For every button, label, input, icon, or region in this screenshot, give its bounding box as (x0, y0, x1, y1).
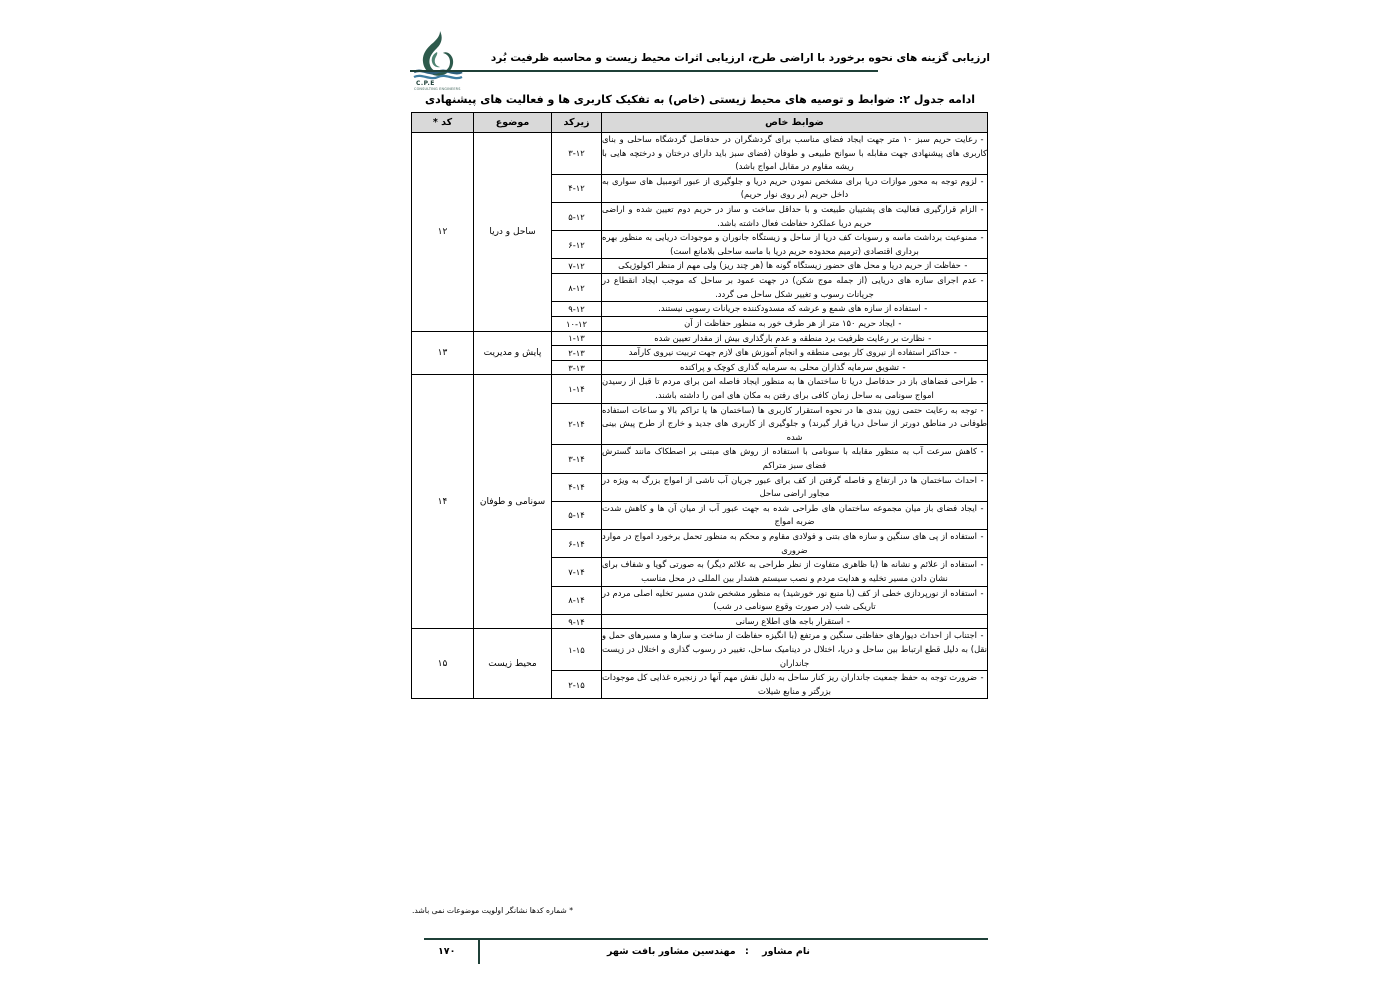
dash-bullet: - (980, 531, 984, 542)
logo-caption: C.P.E (416, 80, 435, 87)
subcode-cell: ۸-۱۲ (552, 274, 602, 302)
rule-text: لزوم توجه به محور موازات دریا برای مشخص نمودن حریم دریا و جلوگیری از عبور اتومبیل های سواری به داخل حریم (بر روی نوار حریم) (602, 175, 977, 200)
header-divider (410, 70, 878, 72)
table-row (412, 133, 988, 175)
rule-text: استفاده از علائم و نشانه ها (با ظاهری متفاوت از نظر طراحی به علائم دیگر) به صورتی گویا و شفاف برای نشان دادن مسیر تخلیه و هدایت مردم و نصب سیستم هشدار بین المللی در محل مناسب (602, 559, 977, 583)
rule-cell (602, 501, 988, 529)
rule-text: نظارت بر رعایت ظرفیت برد منطقه و عدم بارگذاری بیش از مقدار تعیین شده (654, 332, 925, 343)
rule-cell (602, 445, 988, 473)
subcode-cell: ۲-۱۴ (552, 403, 602, 445)
rule-cell (602, 586, 988, 614)
table-header-row (412, 113, 988, 133)
environmental-guidelines-table (411, 112, 988, 699)
table-caption: ادامه جدول ۲: ضوابط و توصیه های محیط زیستی (خاص) به تفکیک کاربری ها و فعالیت های پیشنهادی (424, 93, 976, 106)
subcode-cell: ۹-۱۲ (552, 302, 602, 317)
code-cell: ۱۲ (412, 133, 474, 332)
dash-bullet: - (964, 260, 968, 271)
subcode-cell: ۹-۱۴ (552, 614, 602, 629)
rule-text: استفاده از نورپردازی خطی از کف (با منبع نور خورشید) به منظور مشخص شدن مسیر تخلیه اصلی مردم در تاریکی شب (در صورت وقوع سونامی در شب) (602, 587, 977, 612)
topic-cell: سونامی و طوفان (474, 375, 552, 629)
dash-bullet: - (980, 502, 984, 513)
dash-bullet: - (846, 615, 850, 626)
topic-cell: ساحل و دریا (474, 133, 552, 332)
table-footnote: * شماره کدها نشانگر اولویت موضوعات نمی باشد. (412, 906, 573, 915)
subcode-cell: ۱-۱۵ (552, 629, 602, 671)
dash-bullet: - (980, 376, 984, 387)
rule-text: اجتناب از احداث دیوارهای حفاظتی سنگین و مرتفع (با انگیزه حفاظت از ساخت و سازها و مسیرهای حمل و نقل) به دلیل قطع ارتباط بین ساحل و دریا، اختلال در دینامیک ساحل، تغییر در رسوب گذاری و اختلال در زیست جانداران (602, 630, 987, 668)
dash-bullet: - (980, 232, 984, 243)
rule-text: عدم اجرای سازه های دریایی (از جمله موج شکن) در جهت عمود بر ساحل که موجب ایجاد انقطاع در جریانات رسوب و تغییر شکل ساحل می گردد. (602, 275, 977, 299)
rule-text: کاهش سرعت آب به منظور مقابله با سونامی با استفاده از روش های مبتنی بر اصطکاک مانند گسترش فضای سبز متراکم (602, 446, 977, 471)
column-header-topic: موضوع (474, 113, 552, 133)
rule-text: ضرورت توجه به حفظ جمعیت جانداران ریز کنار ساحل به دلیل نقش مهم آنها در زنجیره غذایی کل موجودات بزرگتر و منابع شیلات (602, 672, 977, 696)
document-footer (412, 938, 988, 978)
subcode-cell: ۵-۱۴ (552, 501, 602, 529)
dash-bullet: - (902, 361, 906, 372)
dash-bullet: - (980, 446, 984, 457)
rule-text: حفاظت از حریم دریا و محل های حضور زیستگاه گونه ها (هر چند ریز) ولی مهم از منظر اکولوژیکی (618, 260, 961, 271)
dash-bullet: - (980, 587, 984, 598)
header-title: ارزیابی گزینه های نحوه برخورد با اراضی طرح، ارزیابی اثرات محیط زیست و محاسبه ظرفیت بُرد (490, 52, 990, 65)
topic-cell: محیط زیست (474, 629, 552, 699)
rule-text: الزام قرارگیری فعالیت های پشتیبان طبیعت و با حداقل ساخت و ساز در حریم دوم تعیین شده و اراضی حریم دریا عملکرد حفاظت فعال داشته باشد. (602, 204, 977, 228)
footer-colon: : (744, 946, 749, 957)
rule-cell (602, 614, 988, 629)
rule-text: ایجاد حریم ۱۵۰ متر از هر طرف خور به منظور حفاظت از آن (684, 317, 895, 328)
table-row (412, 629, 988, 671)
subcode-cell: ۳-۱۲ (552, 133, 602, 175)
subcode-cell: ۲-۱۳ (552, 346, 602, 361)
rule-cell (602, 671, 988, 699)
dash-bullet: - (980, 672, 984, 683)
rule-cell (602, 331, 988, 346)
column-header-subcode: زیرکد (552, 113, 602, 133)
subcode-cell: ۱-۱۴ (552, 375, 602, 403)
subcode-cell: ۷-۱۴ (552, 558, 602, 586)
rule-cell (602, 133, 988, 175)
footer-divider-line (424, 938, 988, 940)
table-body (412, 133, 988, 699)
rule-text: ممنوعیت برداشت ماسه و رسوبات کف دریا از ساحل و زیستگاه جانوران و موجودات دریایی به منظور بهره برداری اقتصادی (ترمیم محدوده حریم دریا با ماسه ساحلی بلامانع است) (602, 232, 977, 256)
subcode-cell: ۴-۱۲ (552, 174, 602, 202)
column-header-code: کد * (412, 113, 474, 133)
dash-bullet: - (980, 175, 984, 186)
rule-text: رعایت حریم سبز ۱۰ متر جهت ایجاد فضای مناسب برای گردشگران در حدفاصل گردشگاه ساحلی و بنای کاربری های پیشنهادی جهت مقابله با سوانح طبیعی و طوفان (فضای سبز باید دارای درختان و درختچه هایی با ریشه مقاوم در مقابل امواج باشد) (602, 134, 987, 172)
subcode-cell: ۴-۱۴ (552, 473, 602, 501)
dash-bullet: - (980, 134, 984, 144)
rule-text: حداکثر استفاده از نیروی کار بومی منطقه و انجام آموزش های لازم جهت تربیت نیروی کارآمد (628, 347, 951, 358)
subcode-cell: ۳-۱۳ (552, 360, 602, 375)
subcode-cell: ۵-۱۲ (552, 203, 602, 231)
rule-text: تشویق سرمایه گذاران محلی به سرمایه گذاری کوچک و پراکنده (679, 361, 899, 372)
subcode-cell: ۳-۱۴ (552, 445, 602, 473)
dash-bullet: - (980, 474, 984, 485)
table-container (412, 112, 988, 699)
table-row (412, 375, 988, 403)
subcode-cell: ۱۰-۱۲ (552, 316, 602, 331)
rule-cell (602, 629, 988, 671)
dash-bullet: - (980, 559, 984, 570)
footer-consultant-name: مهندسین مشاور بافت شهر (607, 946, 736, 957)
footer-consultant-label: نام مشاور (762, 946, 810, 957)
subcode-cell: ۶-۱۲ (552, 231, 602, 259)
rule-text: ایجاد فضای باز میان مجموعه ساختمان های طراحی شده به جهت عبور آب از میان آن ها و کاهش شدت ضربه امواج (602, 502, 977, 527)
subcode-cell: ۷-۱۲ (552, 259, 602, 274)
rule-text: احداث ساختمان ها در ارتفاع و فاصله گرفتن از کف برای عبور جریان آب ناشی از امواج بزرگ به ویژه در مجاور اراضی ساحل (602, 474, 977, 499)
footer-consultant (607, 946, 810, 957)
rule-cell (602, 530, 988, 558)
rule-text: استقرار باجه های اطلاع رسانی (735, 615, 844, 626)
dash-bullet: - (980, 404, 984, 415)
logo-subcaption: CONSULTING ENGINEERS (414, 87, 461, 91)
rule-cell (602, 403, 988, 445)
rule-cell (602, 231, 988, 259)
rule-cell (602, 346, 988, 361)
dash-bullet: - (980, 275, 984, 286)
rule-cell (602, 274, 988, 302)
subcode-cell: ۲-۱۵ (552, 671, 602, 699)
rule-cell (602, 174, 988, 202)
subcode-cell: ۱-۱۳ (552, 331, 602, 346)
page-number: ۱۷۰ (438, 946, 456, 957)
rule-cell (602, 473, 988, 501)
code-cell: ۱۵ (412, 629, 474, 699)
rule-text: استفاده از سازه های شمع و عرشه که مسدودکننده جریانات رسوبی نیستند. (658, 303, 921, 314)
rule-text: طراحی فضاهای باز در حدفاصل دریا تا ساختمان ها به منظور ایجاد فاصله امن برای مردم تا قبل از رسیدن امواج سونامی به ساحل زمان کافی برای رفتن به مکان های امن را داشته باشند. (602, 376, 977, 400)
subcode-cell: ۸-۱۴ (552, 586, 602, 614)
rule-text: استفاده از پی های سنگین و سازه های بتنی و فولادی مقاوم و محکم به منظور تحمل برخورد امواج در موارد ضروری (602, 531, 977, 555)
footer-vertical-divider (478, 938, 480, 964)
dash-bullet: - (953, 347, 957, 358)
code-cell: ۱۴ (412, 375, 474, 629)
dash-bullet: - (928, 332, 932, 343)
rule-cell (602, 360, 988, 375)
code-cell: ۱۳ (412, 331, 474, 375)
dash-bullet: - (980, 204, 984, 215)
dash-bullet: - (898, 317, 902, 328)
document-header (410, 28, 990, 91)
table-row (412, 331, 988, 346)
rule-cell (602, 259, 988, 274)
dash-bullet: - (980, 630, 984, 641)
rule-cell (602, 375, 988, 403)
topic-cell: پایش و مدیریت (474, 331, 552, 375)
rule-cell (602, 302, 988, 317)
rule-text: توجه به رعایت حتمی زون بندی ها در نحوه استقرار کاربری ها (ساختمان ها یا تراکم بالا و ساعات استفاده طوفانی در مناطق دورتر از ساحل دریا قرار گیرند) و جلوگیری از کاربری های جدید و خارج از طرح پیش بینی شده (602, 404, 987, 442)
rule-cell (602, 316, 988, 331)
column-header-rules: ضوابط خاص (602, 113, 988, 133)
subcode-cell: ۶-۱۴ (552, 530, 602, 558)
rule-cell (602, 558, 988, 586)
dash-bullet: - (924, 303, 928, 314)
rule-cell (602, 203, 988, 231)
